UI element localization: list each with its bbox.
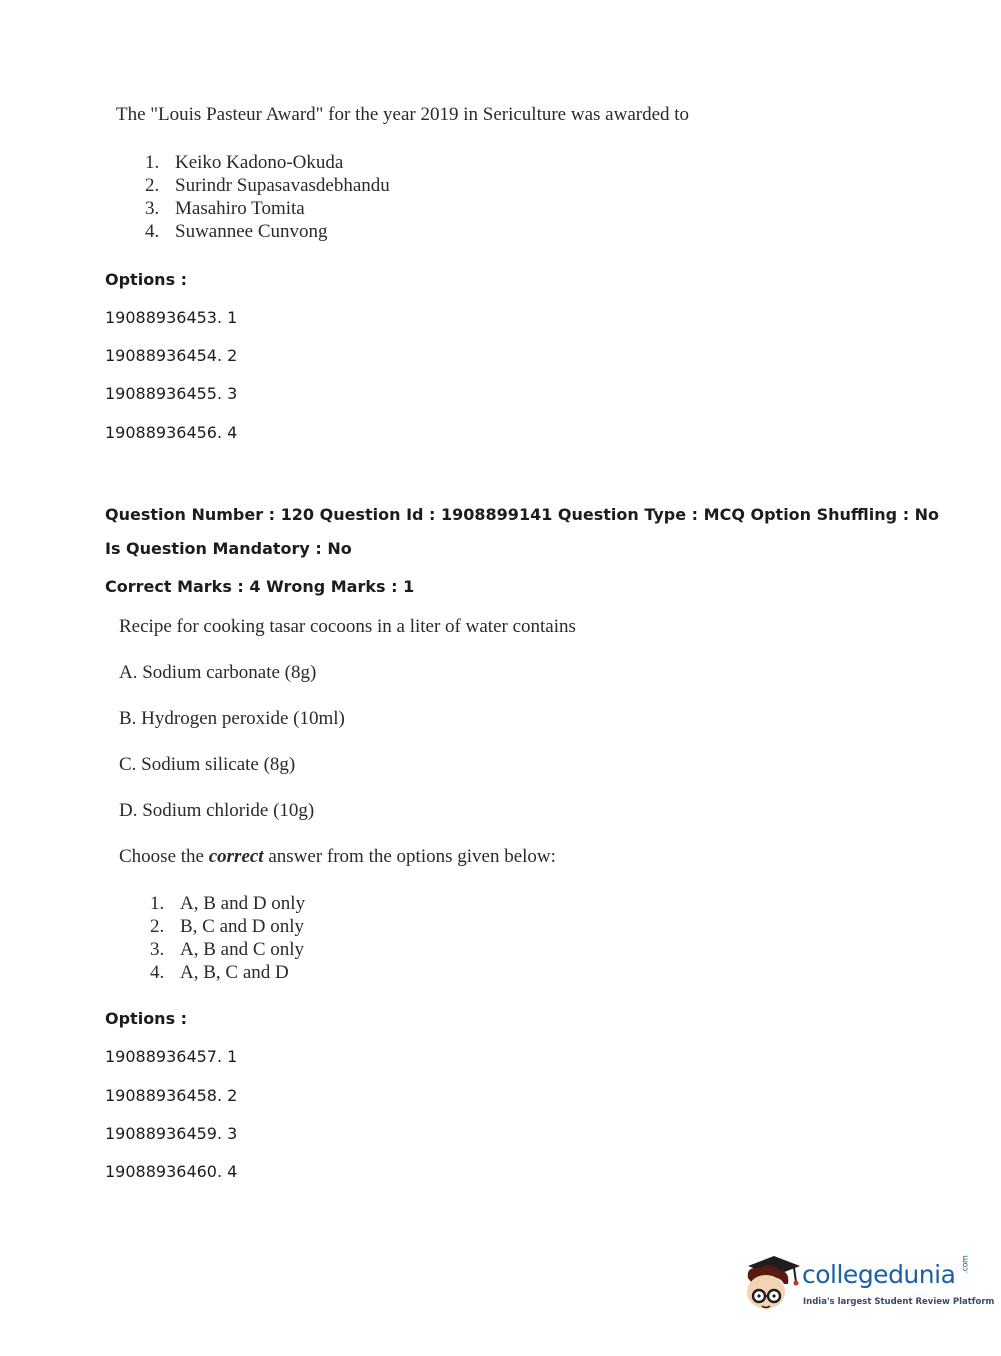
q120-options-label: Options : — [105, 1009, 188, 1028]
q120-option-2: 19088936458. 2 — [105, 1086, 238, 1105]
list-item: 1. Keiko Kadono-Okuda — [145, 152, 344, 173]
q120-option-3: 19088936459. 3 — [105, 1124, 238, 1143]
collegedunia-logo — [740, 1248, 995, 1320]
mascot-icon — [740, 1248, 802, 1316]
q119-stem: The "Louis Pasteur Award" for the year 2019 in Sericulture was awarded to — [116, 104, 690, 125]
list-item: 4. Suwannee Cunvong — [145, 221, 328, 242]
q119-option-4: 19088936456. 4 — [105, 423, 238, 442]
q120-instruction: Choose the correct answer from the options given below: — [119, 846, 556, 867]
q120-item-b: B. Hydrogen peroxide (10ml) — [119, 708, 345, 729]
list-item: 4. A, B, C and D — [150, 962, 289, 983]
q120-option-4: 19088936460. 4 — [105, 1162, 238, 1181]
q119-option-1: 19088936453. 1 — [105, 308, 238, 327]
list-item: 1. A, B and D only — [150, 893, 306, 914]
logo-tagline: India's largest Student Review Platform — [803, 1297, 995, 1307]
q120-meta-line: Question Number : 120 Question Id : 1908899141 Question Type : MCQ Option Shuffling : No — [105, 505, 940, 524]
q120-option-1: 19088936457. 1 — [105, 1047, 238, 1066]
list-item: 3. Masahiro Tomita — [145, 198, 305, 219]
q119-option-2: 19088936454. 2 — [105, 346, 238, 365]
q119-choice-list — [145, 151, 390, 243]
q119-option-3: 19088936455. 3 — [105, 384, 238, 403]
q120-instruction-emphasis: correct — [208, 846, 264, 867]
q120-item-a: A. Sodium carbonate (8g) — [119, 662, 317, 683]
logo-wordmark: collegedunia .com — [802, 1255, 970, 1289]
q120-stem: Recipe for cooking tasar cocoons in a liter of water contains — [119, 616, 576, 637]
list-item: 2. B, C and D only — [150, 916, 305, 937]
q120-item-d: D. Sodium chloride (10g) — [119, 800, 315, 821]
q120-mandatory-line: Is Question Mandatory : No — [105, 539, 352, 558]
q120-item-c: C. Sodium silicate (8g) — [119, 754, 296, 775]
list-item: 3. A, B and C only — [150, 939, 305, 960]
q120-choice-list — [150, 892, 305, 984]
q119-options-label: Options : — [105, 270, 188, 289]
q120-marks-line: Correct Marks : 4 Wrong Marks : 1 — [105, 577, 415, 596]
list-item: 2. Surindr Supasavasdebhandu — [145, 175, 390, 196]
